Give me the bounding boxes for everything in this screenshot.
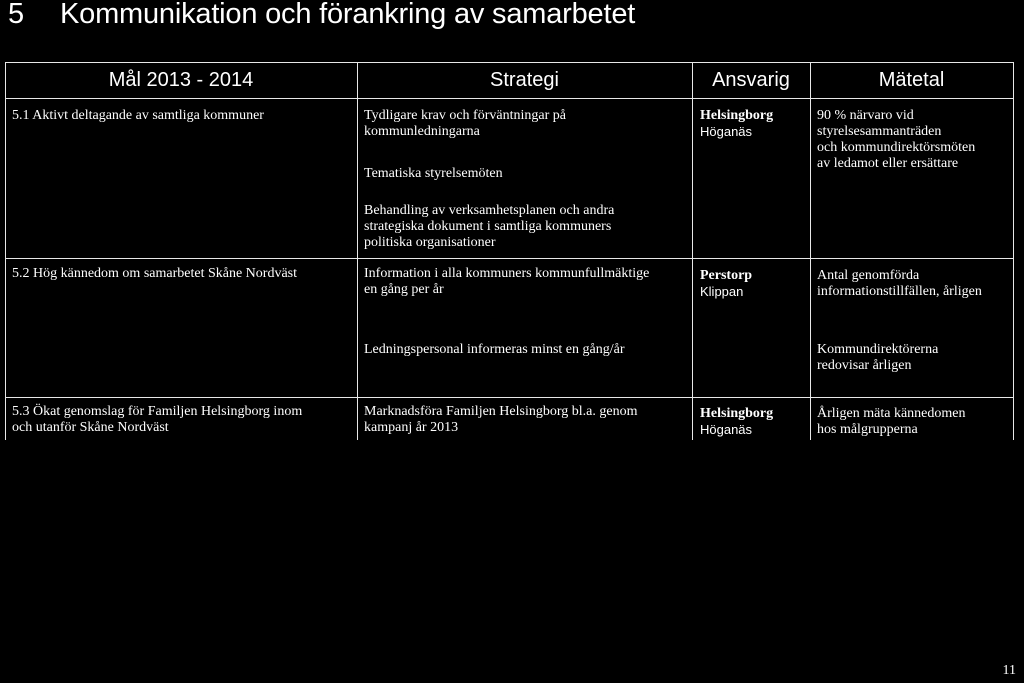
header-responsible: Ansvarig [712,69,790,91]
responsible-primary: Perstorp [700,268,753,283]
strategy-cell: Behandling av verksamhetsplanen och andra strategiska dokument i samtliga kommuners politiska organisationer [364,203,615,250]
metric-cell: Antal genomförda informationstillfällen, årligen [817,268,982,299]
header-goal: Mål 2013 - 2014 [108,69,254,91]
metric-cell: Årligen mäta kännedomen hos målgrupperna [817,406,966,437]
strategy-cell: Marknadsföra Familjen Helsingborg bl.a. genom kampanj år 2013 [364,404,638,435]
strategy-cell: Ledningspersonal informeras minst en gång/år [364,342,625,357]
strategy-cell: Tydligare krav och förväntningar på kommunledningarna [364,108,566,139]
col-border [5,62,6,440]
header-bottom-border [5,98,1014,99]
responsible-secondary: Höganäs [700,124,753,139]
section-title: Kommunikation och förankring av samarbetet [60,0,636,30]
row-divider [5,258,1014,259]
responsible-primary: Helsingborg [700,108,774,123]
goal-cell: 5.2 Hög kännedom om samarbetet Skåne Nordväst [12,266,297,281]
section-number: 5 [8,0,24,30]
row-divider [5,397,1014,398]
col-border [692,62,693,440]
goal-cell: 5.3 Ökat genomslag för Familjen Helsingborg inom och utanför Skåne Nordväst [12,404,303,435]
table-top-border [5,62,1014,63]
metric-cell: Kommundirektörerna redovisar årligen [817,342,939,373]
header-metric: Mätetal [878,69,945,91]
metric-cell: 90 % närvaro vid styrelsesammanträden och kommundirektörsmöten av ledamot eller ersättare [817,108,976,171]
col-border [810,62,811,440]
responsible-secondary: Höganäs [700,422,753,437]
col-border [1013,62,1014,440]
header-strategy: Strategi [490,69,559,91]
page-number: 11 [1002,663,1016,678]
strategy-cell: Information i alla kommuners kommunfullmäktige en gång per år [364,266,650,297]
responsible-primary: Helsingborg [700,406,774,421]
goal-cell: 5.1 Aktivt deltagande av samtliga kommuner [12,108,264,123]
col-border [357,62,358,440]
responsible-secondary: Klippan [700,284,744,299]
strategy-cell: Tematiska styrelsemöten [364,166,503,181]
